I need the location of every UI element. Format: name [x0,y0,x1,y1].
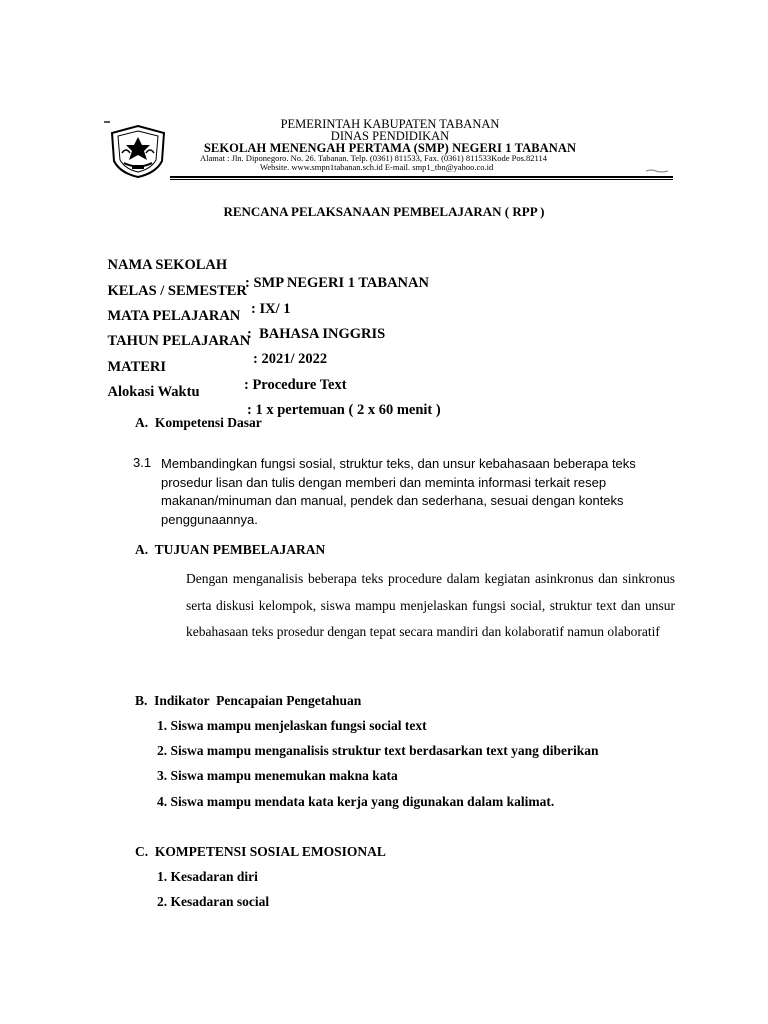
document-title: RENCANA PELAKSANAAN PEMBELAJARAN ( RPP ) [223,204,545,219]
letterhead-rule [170,179,673,180]
letterhead-government: PEMERINTAH KABUPATEN TABANAN [280,117,500,131]
info-value: : BAHASA INGGRIS [247,326,386,342]
info-value: : 1 x pertemuan ( 2 x 60 menit ) [247,402,441,418]
section-heading-kompetensi-dasar: A. Kompetensi Dasar [135,415,262,430]
list-item: 1. Kesadaran diri [157,869,258,884]
letterhead-department: DINAS PENDIDIKAN [330,129,450,143]
scan-mark [646,169,668,173]
section-heading-tujuan: A. TUJUAN PEMBELAJARAN [135,542,326,557]
letterhead-school: SEKOLAH MENENGAH PERTAMA (SMP) NEGERI 1 TABANAN [203,141,577,155]
info-value: : IX/ 1 [251,301,291,317]
info-value: : 2021/ 2022 [253,351,328,367]
info-value: : SMP NEGERI 1 TABANAN [245,275,429,291]
section-heading-indikator: B. Indikator Pencapaian Pengetahuan [135,693,362,708]
info-label: MATA PELAJARAN [107,308,241,324]
list-item: 4. Siswa mampu mendata kata kerja yang digunakan dalam kalimat. [157,794,555,809]
list-item: 2. Kesadaran social [157,894,270,909]
kd-text: Membandingkan fungsi sosial, struktur teks, dan unsur kebahasaan beberapa teks prosedur lisan dan tulis dengan memberi dan meminta informasi terkait resep makanan/minuman dan manual, pendek dan sederhana, sesuai dengan konteks penggunaannya. [161,456,636,527]
list-item: 1. Siswa mampu menjelaskan fungsi social text [157,718,427,733]
tujuan-text: Dengan menganalisis beberapa teks procedure dalam kegiatan asinkronus dan sinkronus serta diskusi kelompok, siswa mampu menjelaskan fungsi social, struktur text dan unsur kebahasaan teks prosedur dengan tepat secara mandiri dan kolaboratif namun olaboratif [186,571,675,639]
letterhead-address: Alamat : Jln. Diponegoro. No. 26. Tabanan. Telp. (0361) 811533, Fax. (0361) 811533Kode Pos.82114 [200,153,547,163]
info-label: TAHUN PELAJARAN [107,333,251,349]
letterhead-rule [170,176,673,178]
info-label: NAMA SEKOLAH [107,257,228,273]
info-label: MATERI [107,359,167,375]
list-item: 2. Siswa mampu menganalisis struktur text berdasarkan text yang diberikan [157,743,599,758]
info-label: Alokasi Waktu [107,384,200,400]
section-heading-sosial-emosional: C. KOMPETENSI SOSIAL EMOSIONAL [135,844,386,859]
kd-number: 3.1 [133,455,152,470]
info-label: KELAS / SEMESTER [107,283,247,299]
list-item: 3. Siswa mampu menemukan makna kata [157,768,398,783]
info-value: : Procedure Text [244,377,347,393]
letterhead-contact: Website. www.smpn1tabanan.sch.id E-mail. smp1_tbn@yahoo.co.id [260,162,494,172]
